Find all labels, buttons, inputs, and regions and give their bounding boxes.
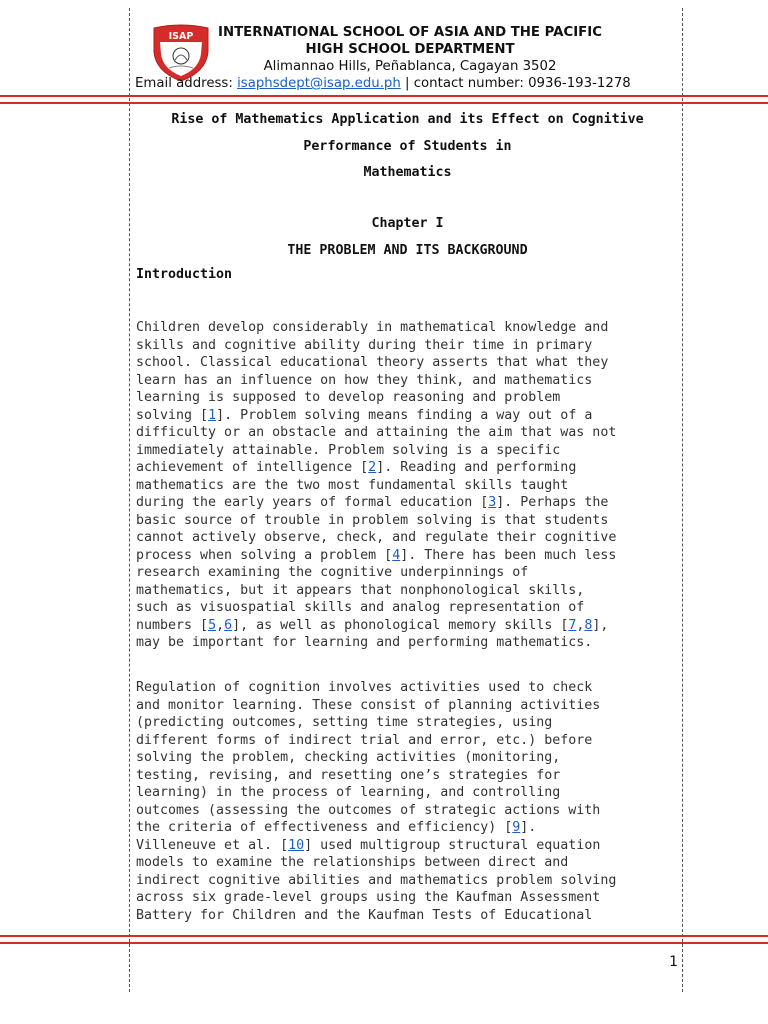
text-line: skills and cognitive ability during their time in primary bbox=[136, 337, 593, 353]
text-line: cannot actively observe, check, and regulate their cognitive bbox=[136, 530, 617, 545]
text-line: testing, revising, and resetting one’s strategies for bbox=[136, 767, 561, 783]
header-divider bbox=[0, 95, 768, 104]
chapter-title: THE PROBLEM AND ITS BACKGROUND bbox=[287, 242, 528, 258]
text-line: research examining the cognitive underpinnings of bbox=[136, 565, 529, 580]
text-line: and monitor learning. These consist of planning activities bbox=[136, 697, 601, 713]
text-line: (predicting outcomes, setting time strategies, using bbox=[136, 715, 553, 730]
text-line: basic source of trouble in problem solving is that students bbox=[136, 512, 609, 528]
citation-link[interactable]: 3 bbox=[488, 495, 497, 510]
department-name: HIGH SCHOOL DEPARTMENT bbox=[305, 42, 515, 57]
footer-divider bbox=[0, 935, 768, 944]
text-line: Villeneuve et al. [10] used multigroup structural equation bbox=[136, 837, 601, 853]
text-line: difficulty or an obstacle and attaining the aim that was not bbox=[136, 425, 617, 440]
citation-link[interactable]: 5 bbox=[208, 617, 217, 633]
citation-link[interactable]: 7 bbox=[568, 617, 577, 633]
text-line: may be important for learning and performing mathematics. bbox=[136, 635, 593, 650]
text-line: school. Classical educational theory asserts that what they bbox=[136, 355, 609, 370]
title-line: Performance of Students in bbox=[303, 138, 512, 154]
text-line: such as visuospatial skills and analog representation of bbox=[136, 600, 585, 615]
title-line: Rise of Mathematics Application and its Effect on Cognitive bbox=[171, 112, 644, 127]
text-line: outcomes (assessing the outcomes of strategic actions with bbox=[136, 802, 601, 818]
letterhead bbox=[135, 24, 685, 92]
text-line: numbers [5,6], as well as phonological memory skills [7,8], bbox=[136, 617, 609, 633]
text-line: learn has an influence on how they think, and mathematics bbox=[136, 372, 593, 388]
text-line: immediately attainable. Problem solving is a specific bbox=[136, 442, 561, 458]
citation-link[interactable]: 8 bbox=[584, 617, 593, 633]
text-line: learning) in the process of learning, and controlling bbox=[136, 785, 561, 800]
text-line: different forms of indirect trial and error, etc.) before bbox=[136, 732, 593, 748]
text-line: process when solving a problem [4]. There has been much less bbox=[136, 547, 617, 563]
text-line: indirect cognitive abilities and mathematics problem solving bbox=[136, 872, 617, 888]
school-address: Alimannao Hills, Peñablanca, Cagayan 3502 bbox=[263, 59, 557, 74]
citation-link[interactable]: 4 bbox=[392, 547, 401, 563]
text-line: mathematics, but it appears that nonphonological skills, bbox=[136, 582, 585, 598]
text-line: mathematics are the two most fundamental skills taught bbox=[136, 477, 569, 493]
contact-line bbox=[135, 75, 685, 92]
chapter-number: Chapter I bbox=[371, 216, 444, 231]
text-line: solving [1]. Problem solving means finding a way out of a bbox=[136, 407, 593, 423]
paragraph-regulation bbox=[136, 679, 684, 924]
citation-link[interactable]: 10 bbox=[288, 837, 305, 853]
text-line: learning is supposed to develop reasoning and problem bbox=[136, 390, 561, 405]
text-line: models to examine the relationships between direct and bbox=[136, 855, 569, 870]
text-line: Battery for Children and the Kaufman Tests of Educational bbox=[136, 907, 593, 923]
page-number: 1 bbox=[669, 954, 678, 970]
school-name: INTERNATIONAL SCHOOL OF ASIA AND THE PACIFIC bbox=[218, 25, 602, 40]
paper-title bbox=[135, 107, 680, 187]
chapter-heading bbox=[135, 211, 680, 264]
contact-number: | contact number: 0936-193-1278 bbox=[400, 76, 631, 91]
section-heading: Introduction bbox=[136, 267, 233, 282]
text-line: Regulation of cognition involves activities used to check bbox=[136, 680, 593, 695]
text-line: Children develop considerably in mathematical knowledge and bbox=[136, 320, 609, 335]
text-line: solving the problem, checking activities (monitoring, bbox=[136, 750, 561, 765]
title-line: Mathematics bbox=[363, 165, 452, 180]
citation-link[interactable]: 1 bbox=[208, 407, 217, 423]
email-link[interactable]: isaphsdept@isap.edu.ph bbox=[237, 76, 401, 91]
email-label: Email address: bbox=[135, 76, 238, 91]
text-line: across six grade-level groups using the Kaufman Assessment bbox=[136, 890, 601, 905]
text-line: achievement of intelligence [2]. Reading and performing bbox=[136, 460, 577, 475]
text-line: the criteria of effectiveness and efficiency) [9]. bbox=[136, 820, 537, 835]
citation-link[interactable]: 6 bbox=[224, 617, 233, 633]
citation-link[interactable]: 9 bbox=[512, 820, 521, 835]
text-line: during the early years of formal education [3]. Perhaps the bbox=[136, 495, 609, 510]
paragraph-introduction bbox=[136, 319, 684, 652]
svg-text:ISAP: ISAP bbox=[168, 31, 194, 42]
left-margin-line bbox=[129, 8, 130, 992]
citation-link[interactable]: 2 bbox=[368, 460, 377, 475]
